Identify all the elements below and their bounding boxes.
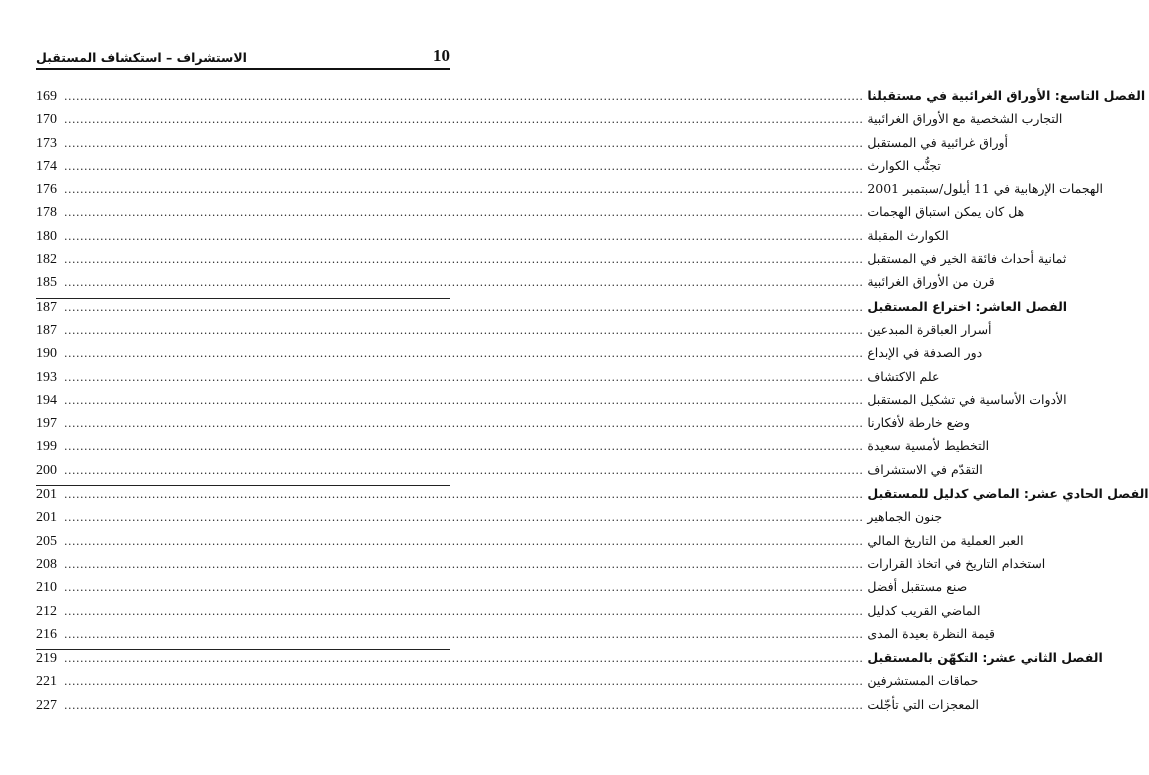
dot-leader: ........................................................................................................................................................................................................	[64, 136, 864, 150]
toc-page-number: 199	[36, 439, 57, 455]
toc-section-entry[interactable]	[36, 345, 983, 368]
toc-page-number: 205	[36, 533, 57, 549]
toc-section-entry[interactable]	[36, 181, 1103, 204]
toc-page-number: 194	[36, 392, 57, 408]
toc-page-number: 210	[36, 580, 57, 596]
dot-leader: ........................................................................................................................................................................................................	[64, 229, 864, 243]
toc-section-entry[interactable]	[36, 368, 940, 392]
dot-leader: ........................................................................................................................................................................................................	[64, 323, 864, 337]
toc-chapter-entry[interactable]	[36, 486, 1149, 509]
toc-section-entry[interactable]	[36, 415, 970, 438]
toc-page-number: 173	[36, 135, 57, 151]
toc-entry-title: أسرار العباقرة المبدعين	[867, 321, 992, 337]
toc-page-number: 187	[36, 299, 57, 315]
dot-leader: ........................................................................................................................................................................................................	[64, 370, 864, 384]
dot-leader: ........................................................................................................................................................................................................	[64, 440, 864, 454]
toc-entry-title: صنع مستقبل أفضل	[867, 579, 968, 595]
dot-leader: ........................................................................................................................................................................................................	[64, 557, 864, 571]
toc-section-entry[interactable]	[36, 532, 1024, 556]
dot-leader: ........................................................................................................................................................................................................	[64, 698, 864, 712]
dot-leader: ........................................................................................................................................................................................................	[64, 90, 864, 103]
toc-chapter-entry[interactable]	[36, 298, 1068, 322]
toc-page-number: 219	[36, 651, 57, 667]
toc-entry-title: حماقات المستشرفين	[867, 673, 979, 689]
toc-page-number: 178	[36, 205, 57, 221]
toc-entry-title: الأدوات الأساسية في تشكيل المستقبل	[867, 391, 1067, 407]
toc-entry-title: وضع خارطة لأفكارنا	[867, 415, 970, 431]
dot-leader: ........................................................................................................................................................................................................	[64, 347, 864, 361]
toc-page-number: 176	[36, 182, 57, 198]
toc-page-number: 212	[36, 603, 57, 619]
toc-page-number: 185	[36, 275, 57, 291]
dot-leader: ........................................................................................................................................................................................................	[64, 276, 864, 290]
toc-entry-title: قرن من الأوراق الغرائبية	[867, 274, 995, 290]
toc-entry-title: أوراق غرائبية في المستقبل	[867, 134, 1008, 150]
dot-leader: ........................................................................................................................................................................................................	[64, 604, 864, 618]
toc-section-entry[interactable]	[36, 157, 941, 181]
toc-entry-title: التقدّم في الاستشراف	[867, 461, 983, 477]
toc-chapter-entry[interactable]	[36, 650, 1103, 673]
toc-section-entry[interactable]	[36, 461, 983, 485]
toc-section-entry[interactable]	[36, 673, 979, 696]
toc-section-entry[interactable]	[36, 579, 968, 602]
toc-entry-title: تجنُّب الكوارث	[867, 157, 941, 173]
toc-page-number: 208	[36, 556, 57, 572]
toc-section-entry[interactable]	[36, 438, 990, 461]
toc-entry-title: قيمة النظرة بعيدة المدى	[867, 625, 995, 641]
toc-section-entry[interactable]	[36, 602, 981, 626]
dot-leader: ........................................................................................................................................................................................................	[64, 627, 864, 641]
toc-entry-title: ثمانية أحداث فائقة الخير في المستقبل	[867, 251, 1067, 267]
toc-page-number: 190	[36, 346, 57, 362]
running-title: الاستشراف – استكشاف المستقبل	[36, 50, 247, 65]
toc-entry-title: استخدام التاريخ في اتخاذ القرارات	[867, 555, 1046, 571]
toc-entry-title: الفصل التاسع: الأوراق الغرائبية في مستقبلنا	[867, 88, 1146, 103]
toc-page-number: 201	[36, 487, 57, 503]
toc-chapter-entry[interactable]	[36, 88, 1146, 111]
dot-leader: ........................................................................................................................................................................................................	[64, 675, 864, 689]
dot-leader: ........................................................................................................................................................................................................	[64, 253, 864, 267]
toc-section-entry[interactable]	[36, 625, 995, 649]
toc-section-entry[interactable]	[36, 391, 1067, 415]
dot-leader: ........................................................................................................................................................................................................	[64, 113, 864, 127]
toc-section-entry[interactable]	[36, 509, 943, 532]
toc-entry-title: الفصل الحادي عشر: الماضي كدليل للمستقبل	[867, 486, 1149, 502]
toc-page-number: 227	[36, 697, 57, 713]
dot-leader: ........................................................................................................................................................................................................	[64, 581, 864, 595]
toc-page-number: 201	[36, 510, 57, 526]
dot-leader: ........................................................................................................................................................................................................	[64, 300, 864, 314]
toc-entry-title: المعجزات التي تأجّلت	[867, 696, 979, 712]
toc-entry-title: جنون الجماهير	[867, 509, 943, 525]
toc-section-entry[interactable]	[36, 321, 992, 345]
toc-page-number: 193	[36, 369, 57, 385]
toc-page-number: 187	[36, 322, 57, 338]
toc-page-number: 169	[36, 89, 57, 104]
toc-section-entry[interactable]	[36, 274, 995, 297]
table-of-contents	[36, 88, 1149, 720]
toc-entry-title: الفصل الثاني عشر: التكهّن بالمستقبل	[867, 650, 1103, 666]
toc-entry-title: الكوارث المقبلة	[867, 227, 949, 243]
toc-section-entry[interactable]	[36, 251, 1067, 274]
toc-page-number: 170	[36, 112, 57, 128]
toc-entry-title: الفصل العاشر: اختراع المستقبل	[867, 298, 1068, 314]
toc-entry-title: علم الاكتشاف	[867, 368, 940, 384]
toc-entry-title: الماضي القريب كدليل	[867, 602, 981, 618]
dot-leader: ........................................................................................................................................................................................................	[64, 393, 864, 407]
dot-leader: ........................................................................................................................................................................................................	[64, 463, 864, 477]
toc-section-entry[interactable]	[36, 111, 1063, 134]
toc-entry-title: التجارب الشخصية مع الأوراق الغرائبية	[867, 111, 1063, 127]
toc-section-entry[interactable]	[36, 204, 1025, 227]
toc-entry-title: دور الصدفة في الإبداع	[867, 345, 983, 361]
toc-page-number: 182	[36, 252, 57, 268]
dot-leader: ........................................................................................................................................................................................................	[64, 159, 864, 173]
toc-page-number: 180	[36, 228, 57, 244]
toc-page-number: 174	[36, 158, 57, 174]
toc-section-entry[interactable]	[36, 696, 979, 720]
dot-leader: ........................................................................................................................................................................................................	[64, 534, 864, 548]
toc-page-number: 221	[36, 674, 57, 690]
toc-entry-title: التخطيط لأمسية سعيدة	[867, 438, 990, 454]
toc-entry-title: هل كان يمكن استباق الهجمات	[867, 204, 1025, 220]
dot-leader: ........................................................................................................................................................................................................	[64, 183, 864, 197]
page-number: 10	[433, 46, 450, 65]
dot-leader: ........................................................................................................................................................................................................	[64, 652, 864, 666]
toc-section-entry[interactable]	[36, 134, 1008, 158]
toc-entry-title: الهجمات الإرهابية في 11 أيلول/سبتمبر 2001	[867, 181, 1103, 197]
dot-leader: ........................................................................................................................................................................................................	[64, 417, 864, 431]
toc-section-entry[interactable]	[36, 227, 949, 251]
dot-leader: ........................................................................................................................................................................................................	[64, 206, 864, 220]
dot-leader: ........................................................................................................................................................................................................	[64, 511, 864, 525]
toc-page-number: 197	[36, 416, 57, 432]
toc-page-number: 216	[36, 626, 57, 642]
toc-page-number: 200	[36, 462, 57, 478]
toc-entry-title: العبر العملية من التاريخ المالي	[867, 532, 1024, 548]
running-header	[36, 46, 450, 70]
dot-leader: ........................................................................................................................................................................................................	[64, 488, 864, 502]
toc-section-entry[interactable]	[36, 555, 1046, 579]
